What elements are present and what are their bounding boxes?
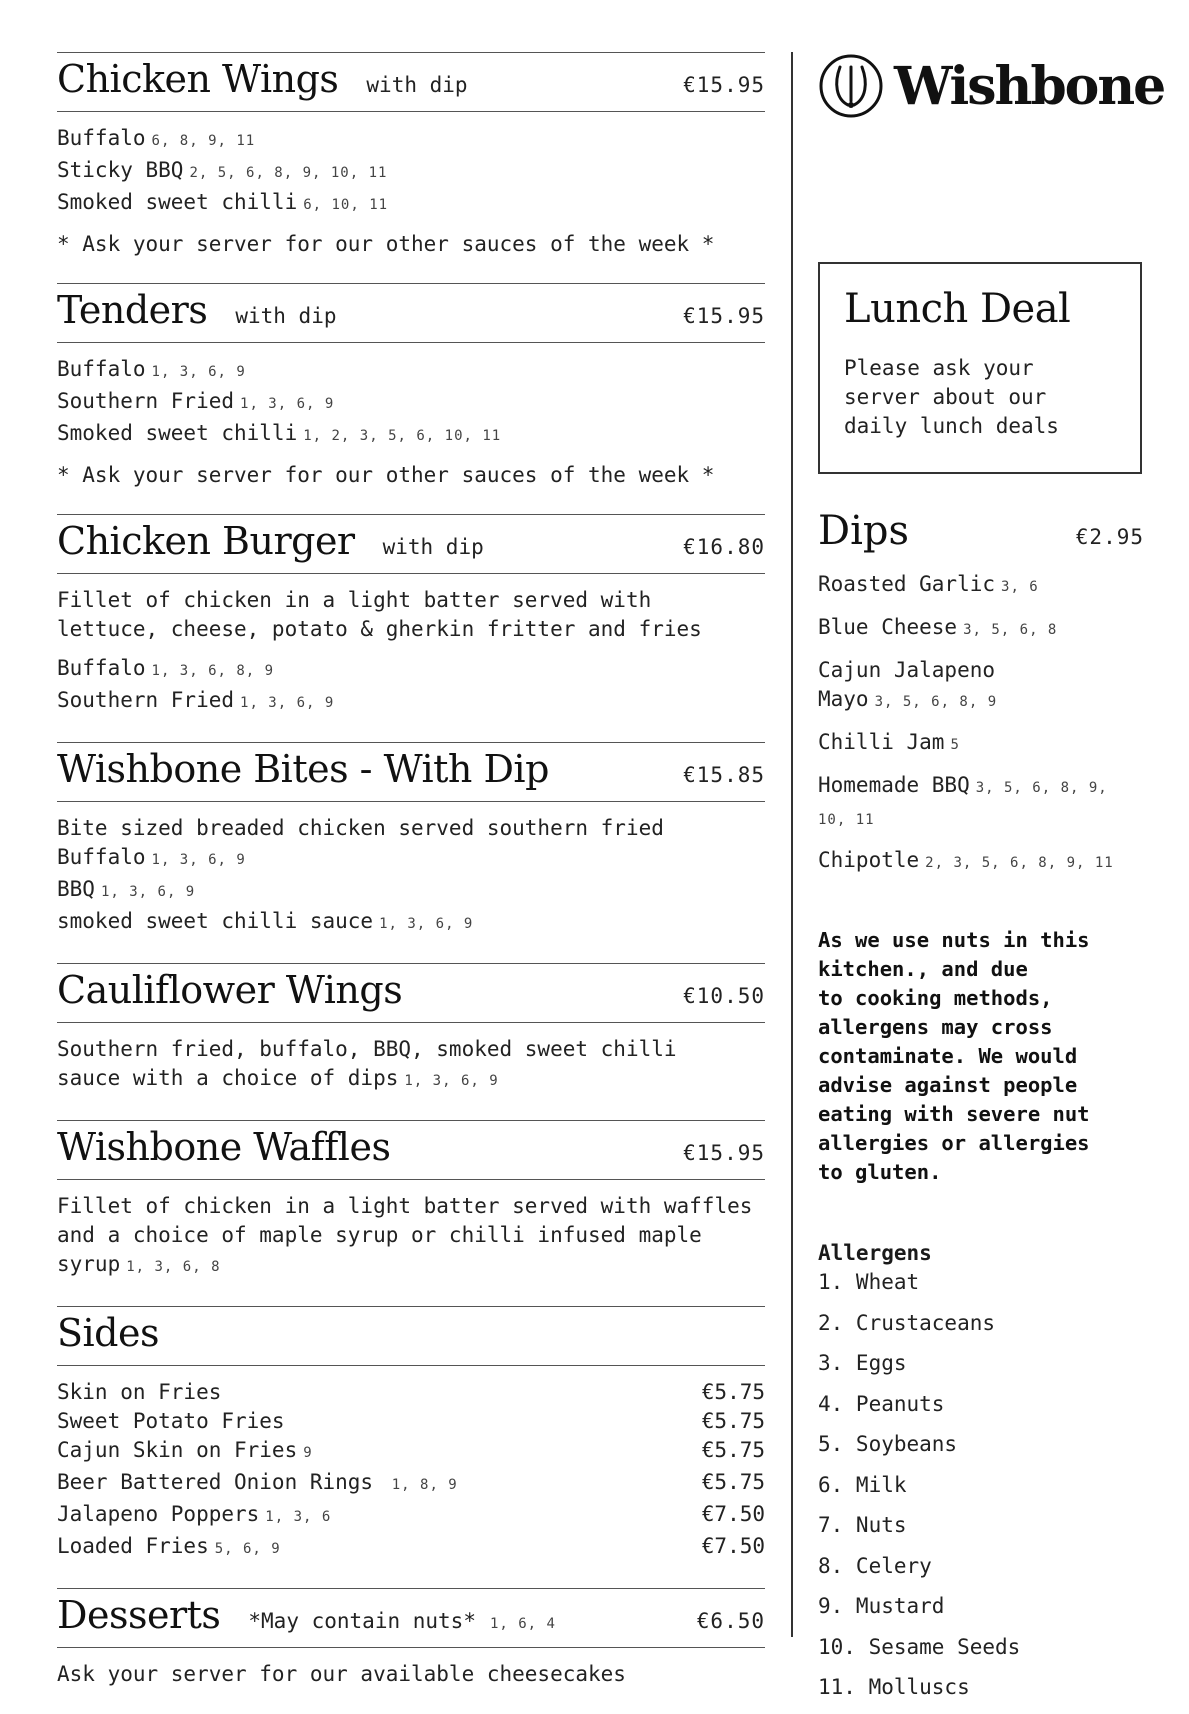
section-header-left bbox=[57, 747, 549, 791]
section-subtitle: with dip bbox=[382, 535, 484, 559]
wishbone-logo-icon bbox=[818, 53, 884, 119]
line-text: Buffalo bbox=[57, 357, 146, 381]
line-text: sauce with a choice of dips bbox=[57, 1066, 399, 1090]
allergen-item: 1. Wheat bbox=[818, 1270, 920, 1294]
menu-section bbox=[57, 514, 765, 742]
section-header-left bbox=[57, 57, 468, 101]
section-header bbox=[57, 1121, 765, 1180]
section-price: €15.95 bbox=[683, 304, 765, 328]
line-text: Homemade BBQ bbox=[818, 773, 970, 797]
line-text: Roasted Garlic bbox=[818, 572, 996, 596]
allergen-item: 4. Peanuts bbox=[818, 1391, 945, 1416]
warning-line: contaminate. We would bbox=[818, 1044, 1078, 1068]
warning-line: allergens may cross bbox=[818, 1015, 1053, 1039]
dips-title: Dips bbox=[818, 508, 909, 554]
side-item bbox=[57, 1532, 765, 1564]
side-item bbox=[57, 1436, 765, 1468]
section-subtitle: with dip bbox=[235, 304, 337, 328]
line-text: BBQ bbox=[57, 877, 95, 901]
allergen-codes: 1, 3, 6, 8 bbox=[126, 1259, 221, 1275]
section-subtitle: *May contain nuts* bbox=[248, 1609, 476, 1633]
section-title: Wishbone Bites - With Dip bbox=[57, 747, 549, 791]
menu-line bbox=[57, 1407, 285, 1436]
line-text: Sticky BBQ bbox=[57, 158, 184, 182]
line-text: Cajun Jalapeno bbox=[818, 658, 996, 682]
menu-line bbox=[57, 387, 765, 419]
section-header-left bbox=[57, 1311, 159, 1355]
section-title: Sides bbox=[57, 1311, 159, 1355]
warning-line: to gluten. bbox=[818, 1160, 942, 1184]
line-text: Southern Fried bbox=[57, 389, 235, 413]
section-title: Wishbone Waffles bbox=[57, 1125, 391, 1169]
brand-name: Wishbone bbox=[894, 55, 1165, 117]
side-price: €7.50 bbox=[701, 1534, 765, 1558]
menu-line bbox=[818, 570, 1144, 602]
dip-item bbox=[818, 570, 1144, 602]
section-title: Tenders bbox=[57, 288, 208, 332]
menu-line bbox=[818, 656, 1144, 685]
dips-header bbox=[818, 508, 1144, 554]
warning-line: kitchen., and due bbox=[818, 957, 1028, 981]
section-title: Desserts bbox=[57, 1593, 221, 1637]
line-text: Sweet Potato Fries bbox=[57, 1409, 285, 1433]
section-title: Chicken Wings bbox=[57, 57, 339, 101]
allergen-codes: 1, 3, 6, 9 bbox=[404, 1073, 499, 1089]
line-text: and a choice of maple syrup or chilli infused maple bbox=[57, 1223, 702, 1247]
side-price: €5.75 bbox=[701, 1470, 765, 1494]
lunch-deal-title: Lunch Deal bbox=[844, 286, 1071, 332]
section-price: €6.50 bbox=[696, 1609, 765, 1633]
line-text: Jalapeno Poppers bbox=[57, 1502, 260, 1526]
section-header bbox=[57, 284, 765, 343]
dip-item bbox=[818, 846, 1144, 878]
allergen-codes: 5 bbox=[950, 737, 960, 753]
side-price: €7.50 bbox=[701, 1502, 765, 1526]
warning-line: allergies or allergies bbox=[818, 1131, 1090, 1155]
allergen-item: 9. Mustard bbox=[818, 1594, 945, 1618]
allergen-codes: 3, 6 bbox=[1001, 579, 1039, 595]
menu-line bbox=[57, 1064, 765, 1096]
line-text: Smoked sweet chilli bbox=[57, 421, 298, 445]
section-body bbox=[57, 112, 765, 283]
menu-line bbox=[57, 1378, 221, 1407]
allergen-codes: 5, 6, 9 bbox=[214, 1541, 281, 1557]
dips-price: €2.95 bbox=[1075, 525, 1144, 549]
section-header-left bbox=[57, 1593, 556, 1637]
menu-line bbox=[57, 654, 765, 686]
side-column bbox=[818, 52, 1165, 1714]
lunch-deal-line: Please ask your bbox=[844, 356, 1034, 380]
description-line: Fillet of chicken in a light batter served with bbox=[57, 588, 652, 612]
section-header bbox=[57, 515, 765, 574]
allergen-item: 8. Celery bbox=[818, 1553, 932, 1578]
side-price: €5.75 bbox=[701, 1438, 765, 1462]
section-body bbox=[57, 1180, 765, 1306]
dip-item bbox=[818, 728, 1144, 760]
section-price: €15.95 bbox=[683, 73, 765, 97]
line-text: Buffalo bbox=[57, 656, 146, 680]
description-line: lettuce, cheese, potato & gherkin fritter and fries bbox=[57, 617, 702, 641]
line-text: Blue Cheese bbox=[818, 615, 958, 639]
menu-line bbox=[57, 355, 765, 387]
item-description bbox=[57, 586, 765, 644]
lunch-deal-box bbox=[818, 262, 1142, 474]
allergen-codes: 3, 5, 6, 8, 9, 10, 11 bbox=[818, 780, 1108, 828]
line-text: Chilli Jam bbox=[818, 730, 945, 754]
line-text: Beer Battered Onion Rings bbox=[57, 1470, 386, 1494]
menu-line bbox=[57, 1221, 765, 1250]
menu-line bbox=[57, 1035, 765, 1064]
side-item bbox=[57, 1378, 765, 1407]
section-header bbox=[57, 1307, 765, 1366]
warning-line: advise against people bbox=[818, 1073, 1078, 1097]
section-header-left bbox=[57, 1125, 390, 1169]
section-subtitle: with dip bbox=[366, 73, 468, 97]
allergen-codes: 9 bbox=[303, 1445, 313, 1461]
allergen-item: 5. Soybeans bbox=[818, 1432, 958, 1456]
menu-line bbox=[57, 814, 765, 843]
line-text: Chipotle bbox=[818, 848, 920, 872]
menu-line bbox=[818, 771, 1144, 835]
section-price: €15.85 bbox=[683, 763, 765, 787]
section-header bbox=[57, 743, 765, 802]
allergens-legend bbox=[818, 1239, 1144, 1702]
allergen-codes: 2, 5, 6, 8, 9, 10, 11 bbox=[189, 165, 388, 181]
allergen-codes: 1, 3, 6, 9 bbox=[100, 884, 196, 900]
allergen-codes: 6, 10, 11 bbox=[303, 197, 389, 213]
allergen-item: 7. Nuts bbox=[818, 1513, 907, 1537]
dip-item bbox=[818, 771, 1144, 835]
side-item bbox=[57, 1468, 765, 1500]
menu-line bbox=[818, 728, 1144, 760]
section-header-left bbox=[57, 519, 484, 563]
side-price: €5.75 bbox=[701, 1380, 765, 1404]
menu-line bbox=[818, 685, 1144, 717]
side-item bbox=[57, 1407, 765, 1436]
menu-line bbox=[57, 419, 765, 451]
menu-line bbox=[57, 1192, 765, 1221]
menu-line bbox=[818, 613, 1144, 645]
line-text: Buffalo bbox=[57, 126, 146, 150]
line-text: Skin on Fries bbox=[57, 1380, 222, 1404]
warning-line: As we use nuts in this bbox=[818, 928, 1090, 952]
menu-section bbox=[57, 963, 765, 1120]
section-body bbox=[57, 802, 765, 963]
menu-line bbox=[57, 686, 765, 718]
menu-line bbox=[57, 188, 765, 220]
dips-list bbox=[818, 570, 1144, 878]
section-header bbox=[57, 53, 765, 112]
menu-line bbox=[57, 124, 765, 156]
menu-line bbox=[57, 843, 765, 875]
column-divider bbox=[791, 52, 793, 1637]
allergen-codes: 1, 3, 6, 9 bbox=[240, 695, 335, 711]
allergen-item: 2. Crustaceans bbox=[818, 1310, 996, 1335]
desserts-text: Ask your server for our available cheesecakes bbox=[57, 1662, 626, 1686]
line-text: Southern fried, buffalo, BBQ, smoked sweet chilli bbox=[57, 1037, 677, 1061]
dip-item bbox=[818, 656, 1144, 717]
lunch-deal-line: server about our bbox=[844, 385, 1047, 409]
menu-line bbox=[57, 1468, 458, 1500]
allergen-codes: 6, 8, 9, 11 bbox=[151, 133, 256, 149]
line-text: Fillet of chicken in a light batter served with waffles bbox=[57, 1194, 753, 1218]
menu-line bbox=[57, 1436, 313, 1468]
menu-column bbox=[57, 52, 765, 1713]
allergen-codes: 1, 3, 6 bbox=[265, 1509, 332, 1525]
desserts-body bbox=[57, 1648, 765, 1713]
brand-logo bbox=[818, 52, 1165, 120]
allergen-item: 6. Milk bbox=[818, 1472, 907, 1497]
line-text: smoked sweet chilli sauce bbox=[57, 909, 374, 933]
menu-section bbox=[57, 52, 765, 283]
section-price: €16.80 bbox=[683, 535, 765, 559]
section-price: €10.50 bbox=[683, 984, 765, 1008]
section-header bbox=[57, 964, 765, 1023]
desserts-section bbox=[57, 1588, 765, 1713]
allergen-codes: 1, 3, 6, 9 bbox=[151, 852, 246, 868]
menu-line bbox=[57, 875, 765, 907]
lunch-deal-line: daily lunch deals bbox=[844, 414, 1059, 438]
sides-section bbox=[57, 1306, 765, 1588]
nut-warning bbox=[818, 926, 1144, 1187]
allergen-item: 10. Sesame Seeds bbox=[818, 1634, 1021, 1659]
allergen-codes: 1, 3, 6, 8, 9 bbox=[151, 663, 275, 679]
menu-line bbox=[57, 1250, 765, 1282]
warning-line: to cooking methods, bbox=[818, 986, 1053, 1010]
side-price: €5.75 bbox=[701, 1409, 765, 1433]
allergen-codes: 1, 3, 6, 9 bbox=[379, 916, 474, 932]
menu-line bbox=[57, 1532, 281, 1564]
menu-line bbox=[57, 1500, 331, 1532]
allergen-item: 3. Eggs bbox=[818, 1351, 907, 1375]
line-text: Bite sized breaded chicken served southern fried bbox=[57, 816, 664, 840]
menu-line bbox=[57, 156, 765, 188]
allergen-codes: 1, 8, 9 bbox=[391, 1477, 458, 1493]
section-body bbox=[57, 343, 765, 514]
allergen-codes: 3, 5, 6, 8, 9 bbox=[874, 694, 998, 710]
line-text: Loaded Fries bbox=[57, 1534, 209, 1558]
section-header-left bbox=[57, 968, 402, 1012]
dips-section bbox=[818, 508, 1144, 878]
sides-body bbox=[57, 1366, 765, 1588]
section-title: Chicken Burger bbox=[57, 519, 355, 563]
menu-line bbox=[818, 846, 1144, 878]
side-item bbox=[57, 1500, 765, 1532]
allergen-item: 11. Molluscs bbox=[818, 1675, 970, 1699]
allergen-codes: 1, 6, 4 bbox=[489, 1616, 556, 1632]
line-text: Buffalo bbox=[57, 845, 146, 869]
line-text: Mayo bbox=[818, 687, 869, 711]
line-text: syrup bbox=[57, 1252, 121, 1276]
sauce-note: * Ask your server for our other sauces of the week * bbox=[57, 463, 715, 487]
allergen-codes: 1, 3, 6, 9 bbox=[151, 364, 246, 380]
section-title: Cauliflower Wings bbox=[57, 968, 403, 1012]
allergen-codes: 2, 3, 5, 6, 8, 9, 11 bbox=[925, 855, 1114, 871]
menu-line bbox=[57, 907, 765, 939]
allergen-codes: 1, 3, 6, 9 bbox=[240, 396, 335, 412]
section-price: €15.95 bbox=[683, 1141, 765, 1165]
section-header-left bbox=[57, 288, 337, 332]
section-body bbox=[57, 1023, 765, 1120]
menu-section bbox=[57, 1120, 765, 1306]
allergens-title: Allergens bbox=[818, 1241, 932, 1265]
allergen-codes: 3, 5, 6, 8 bbox=[963, 622, 1058, 638]
allergens-list bbox=[818, 1268, 1144, 1702]
line-text: Southern Fried bbox=[57, 688, 235, 712]
menu-section bbox=[57, 283, 765, 514]
allergen-codes: 1, 2, 3, 5, 6, 10, 11 bbox=[303, 428, 502, 444]
section-body bbox=[57, 574, 765, 742]
sauce-note: * Ask your server for our other sauces of the week * bbox=[57, 232, 715, 256]
line-text: Cajun Skin on Fries bbox=[57, 1438, 298, 1462]
lunch-deal-text bbox=[844, 354, 1116, 441]
menu-section bbox=[57, 742, 765, 963]
section-header bbox=[57, 1589, 765, 1648]
line-text: Smoked sweet chilli bbox=[57, 190, 298, 214]
warning-line: eating with severe nut bbox=[818, 1102, 1090, 1126]
dip-item bbox=[818, 613, 1144, 645]
